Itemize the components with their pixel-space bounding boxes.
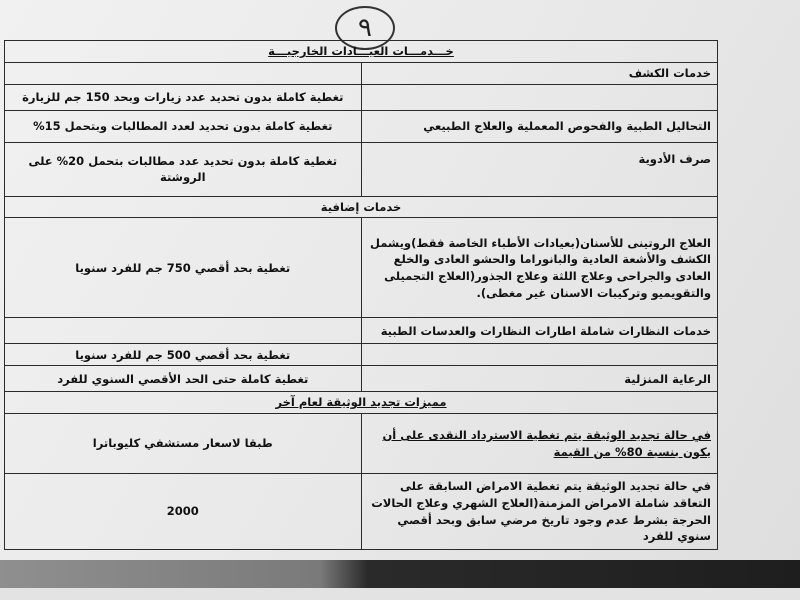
table-row (5, 142, 718, 196)
photo-bottom-shadow (0, 560, 800, 588)
table-row (5, 41, 718, 63)
table-row (5, 110, 718, 142)
table-row (5, 366, 718, 392)
table-row (5, 84, 718, 110)
section-title-outpatient: خـــدمـــات العيـــادات الخارجيـــة (5, 41, 718, 63)
table-row (5, 318, 718, 344)
table-row (5, 392, 718, 414)
row-desc: في حالة تجديد الوثيقة يتم تغطية الامراض السابقة على التعاقد شاملة الامراض المزمنة(العلاج الشهري وعلاج الحالات الحرجة بشرط عدم وجود تاريخ مرضي سابق وبحد أقصي سنوي للفرد (361, 474, 718, 550)
row-value: طبقا لاسعار مستشفي كليوباترا (5, 414, 362, 474)
row-value: تغطية كاملة بدون تحديد لعدد المطالبات وبتحمل 15% (5, 110, 362, 142)
table-row (5, 344, 718, 366)
row-value (5, 62, 362, 84)
row-desc (361, 344, 718, 366)
row-value: تغطية كاملة حتى الحد الأقصي السنوي للفرد (5, 366, 362, 392)
row-value: تغطية كاملة بدون تحديد عدد مطالبات بتحمل 20% على الروشتة (5, 142, 362, 196)
table-row (5, 474, 718, 550)
row-value: تغطية بحد أقصي 500 جم للفرد سنويا (5, 344, 362, 366)
table-row (5, 414, 718, 474)
row-desc: خدمات النظارات شاملة اطارات النظارات والعدسات الطبية (361, 318, 718, 344)
row-value: تغطية بحد أقصي 750 جم للفرد سنويا (5, 218, 362, 318)
row-desc: صرف الأدوية (361, 142, 718, 196)
row-desc: في حالة تجديد الوثيقة يتم تغطية الاسترداد النقدى على أن يكون بنسبة 80% من القيمة (361, 414, 718, 474)
coverage-table (4, 40, 718, 550)
row-value (5, 318, 362, 344)
section-title-renewal: مميزات تجديد الوثيقة لعام آخر (5, 392, 718, 414)
row-desc (361, 84, 718, 110)
table-row (5, 218, 718, 318)
table-row (5, 62, 718, 84)
table-row (5, 196, 718, 218)
row-value: تغطية كاملة بدون تحديد عدد زيارات وبحد 150 جم للزيارة (5, 84, 362, 110)
photo-bottom-edge (0, 588, 800, 600)
row-desc: التحاليل الطبية والفحوص المعملية والعلاج الطبيعي (361, 110, 718, 142)
page-number: ٩ (358, 13, 372, 43)
row-desc: خدمات الكشف (361, 62, 718, 84)
row-desc: العلاج الروتينى للأسنان(بعيادات الأطباء الخاصة فقط)ويشمل الكشف والأشعة العادية والبانوراما والحشو العادى والخلع العادى والجراحى وعلاج اللثة وعلاج الجذور(العلاج التجميلى والتقويميو وتركيبات الاسنان غير مغطى). (361, 218, 718, 318)
section-title-additional: خدمات إضافية (5, 196, 718, 218)
row-value: 2000 (5, 474, 362, 550)
row-desc: الرعاية المنزلية (361, 366, 718, 392)
